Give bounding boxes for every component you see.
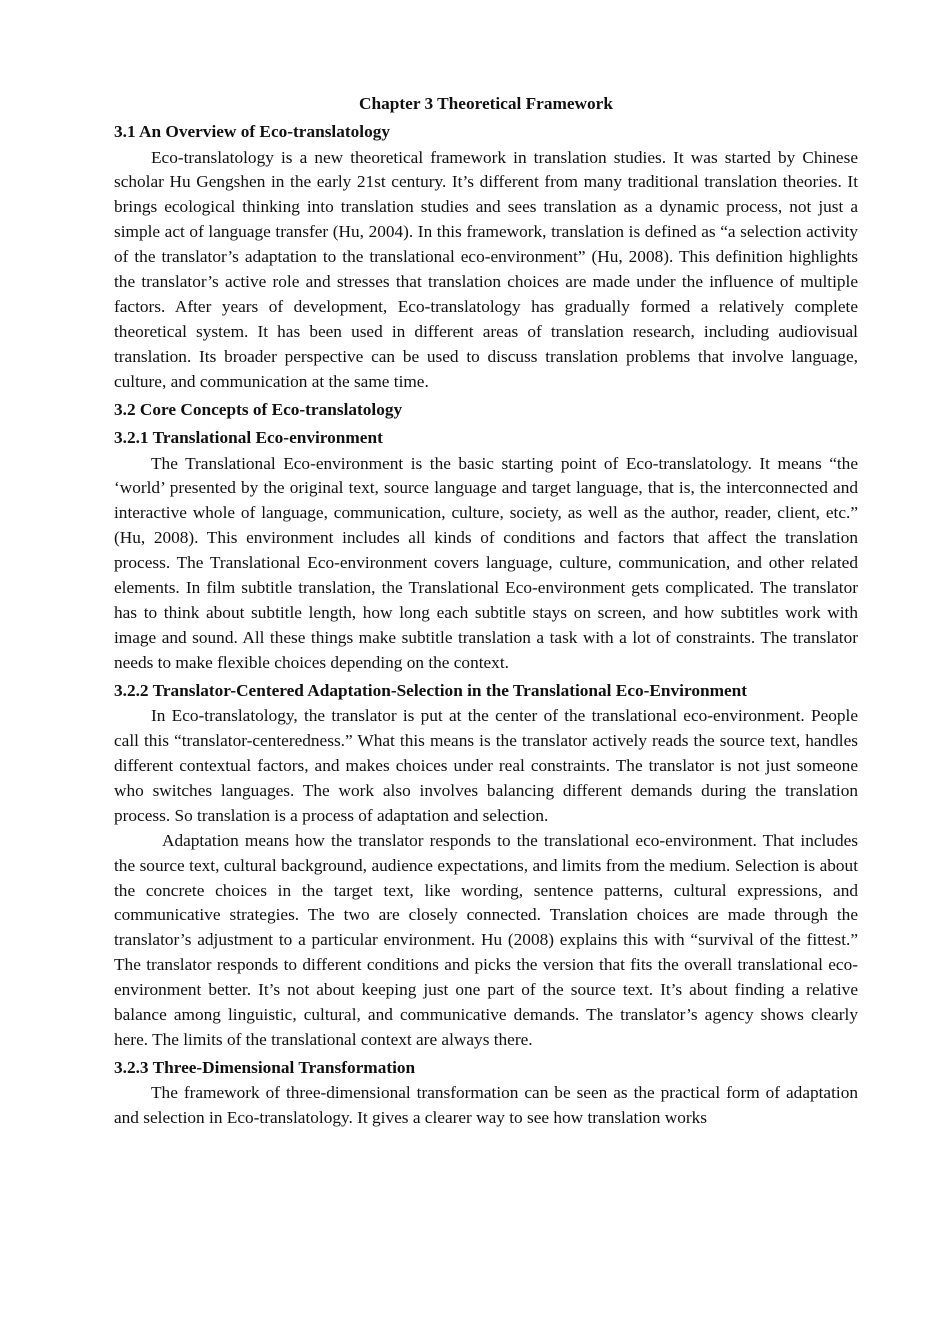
- body-paragraph: The Translational Eco-environment is the basic starting point of Eco-translatology. It means “the ‘world’ presented by the original text, source language and target language, that is, the interconnected and interactive whole of language, communication, culture, society, as well as the author, reader, client, etc.” (Hu, 2008). This environment includes all kinds of conditions and factors that affect the translation process. The Translational Eco-environment covers language, culture, communication, and other related elements. In film subtitle translation, the Translational Eco-environment gets complicated. The translator has to think about subtitle length, how long each subtitle stays on screen, and how subtitles work with image and sound. All these things make subtitle translation a task with a lot of constraints. The translator needs to make flexible choices depending on the context.: [114, 453, 858, 672]
- body-paragraph: Adaptation means how the translator responds to the translational eco-environment. That includes the source text, cultural background, audience expectations, and limits from the medium. Selection is about the concrete choices in the target text, like wording, sentence patterns, cultural expressions, and communicative strategies. The two are closely connected. Translation choices are made through the translator’s adjustment to a particular environment. Hu (2008) explains this with “survival of the fittest.” The translator responds to different conditions and picks the version that fits the overall translational eco-environment better. It’s not about keeping just one part of the source text. It’s about finding a relative balance among linguistic, cultural, and communicative demands. The translator’s agency shows clearly here. The limits of the translational context are always there.: [114, 830, 858, 1049]
- body-paragraph: The framework of three-dimensional transformation can be seen as the practical form of adaptation and selection in Eco-translatology. It gives a clearer way to see how translation works: [114, 1083, 858, 1128]
- body-paragraph: Eco-translatology is a new theoretical framework in translation studies. It was started by Chinese scholar Hu Gengshen in the early 21st century. It’s different from many traditional translation theories. It brings ecological thinking into translation studies and sees translation as a dynamic process, not just a simple act of language transfer (Hu, 2004). In this framework, translation is defined as “a selection activity of the translator’s adaptation to the translational eco-environment” (Hu, 2008). This definition highlights the translator’s active role and stresses that translation choices are made under the influence of multiple factors. After years of development, Eco-translatology has gradually formed a relatively complete theoretical system. It has been used in different areas of translation research, including audiovisual translation. Its broader perspective can be used to discuss translation problems that involve language, culture, and communication at the same time.: [114, 147, 858, 391]
- subsection-heading: 3.2.1 Translational Eco-environment: [114, 428, 383, 448]
- subsection-heading: 3.2.2 Translator-Centered Adaptation-Selection in the Translational Eco-Environment: [114, 680, 748, 700]
- subsection-heading: 3.2.3 Three-Dimensional Transformation: [114, 1057, 416, 1077]
- chapter-title: Chapter 3 Theoretical Framework: [359, 94, 613, 113]
- section-heading: 3.1 An Overview of Eco-translatology: [114, 122, 390, 141]
- body-paragraph: In Eco-translatology, the translator is put at the center of the translational eco-environment. People call this “translator-centeredness.” What this means is the translator actively reads the source text, handles different contextual factors, and makes choices under real constraints. The translator is not just someone who switches languages. The work also involves balancing different demands during the translation process. So translation is a process of adaptation and selection.: [114, 706, 858, 825]
- section-heading: 3.2 Core Concepts of Eco-translatology: [114, 399, 403, 419]
